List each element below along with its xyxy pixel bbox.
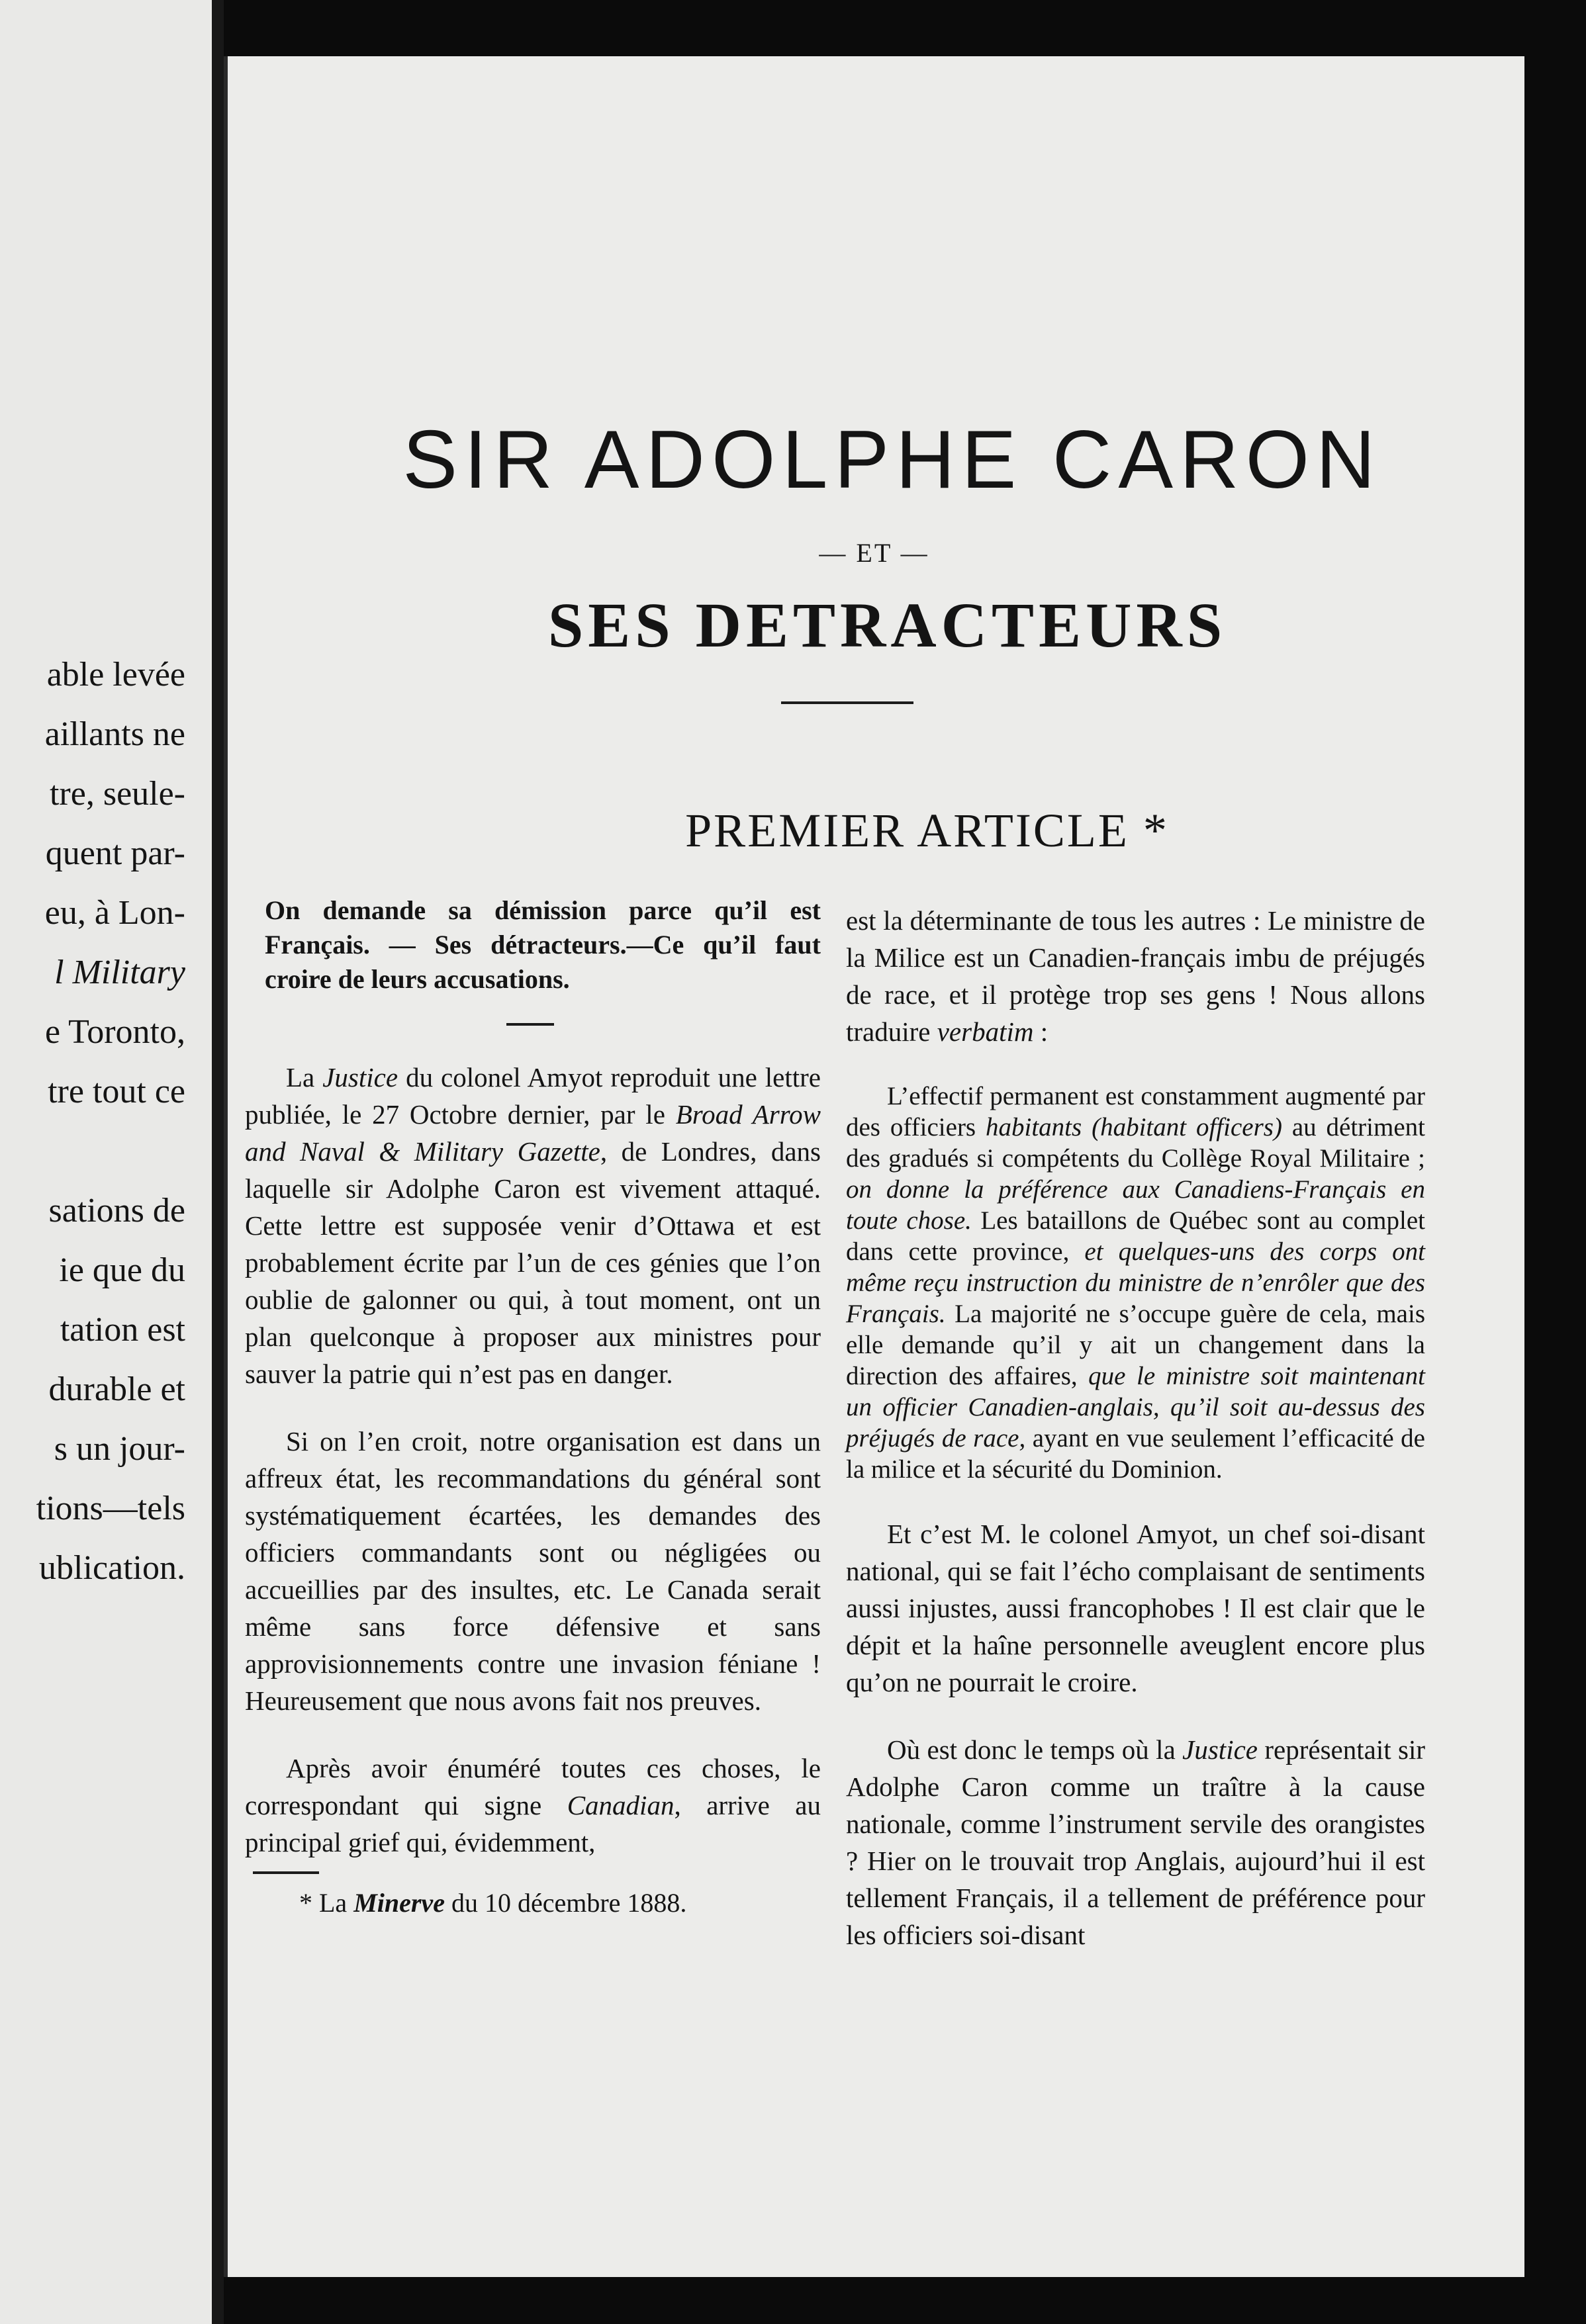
footnote: * La Minerve du 10 décembre 1888. [299,1888,687,1918]
left-page-line: aillants ne [44,715,185,753]
left-page-line: tre tout ce [48,1073,185,1110]
left-page-line [0,1122,212,1181]
left-page-line: s un jour- [54,1430,185,1468]
left-page-line: e Toronto, [44,1013,185,1051]
summary-divider [506,1023,554,1026]
left-page-line: l Military [54,954,185,991]
paragraph-2: Si on l’en croit, notre organisation est dans un affreux état, les recommandations du général sont systématiquement écartées, les demandes des officiers commandants sont ou négligées ou accueillies par des insultes, etc. Le Canada serait même sans force défensive et sans approvisionnements contre une invasion féniane ! Heureusement que nous avons fait nos preuves. [245,1426,821,1716]
left-facing-page [0,0,212,2324]
document-subtitle: SES DETRACTEURS [547,590,1227,660]
left-page-line: ie que du [59,1251,185,1289]
left-page-line: eu, à Lon- [44,894,185,932]
document-title: SIR ADOLPHE CARON [402,414,1382,506]
paragraph-1: La Justice du colonel Amyot reproduit une lettre publiée, le 27 Octobre dernier, par le Broad Arrow and Naval & Military Gazette, de Londres, dans laquelle sir Adolphe Caron est vivement attaqué. Cette lettre est supposée venir d’Ottawa et est probablement écrite par l’un de ces génies que l’on oublie de galonner ou qui, à tout moment, ont un plan quelconque à proposer aux ministres pour sauver la patrie qui n’est pas en danger. [245,1062,821,1389]
title-divider [781,701,913,704]
page-left-border [224,56,228,2277]
left-page-line: tions—tels [36,1490,185,1527]
newspaper-name-justice: Justice [322,1062,398,1093]
left-page-line: tre, seule- [49,775,185,813]
right-column [846,902,1425,1984]
article-heading: PREMIER ARTICLE * [685,804,1169,857]
left-page-line: durable et [48,1370,185,1408]
document-page [224,56,1524,2277]
paragraph-6: Où est donc le temps où la Justice représentait sir Adolphe Caron comme un traître à la cause nationale, comme l’instrument servile des orangistes ? Hier on le trouvait trop Anglais, aujourd’hui il est tellement Français, il a tellement de préférence pour les officiers soi-disant [846,1734,1425,1950]
paragraph-3: Après avoir énuméré toutes ces choses, le correspondant qui signe Canadian, arrive au principal grief qui, évidemment, [245,1753,821,1857]
left-page-text-fragments [0,645,212,1598]
footnote-divider [253,1871,319,1874]
article-summary: On demande sa démission parce qu’il est Français. — Ses détracteurs.—Ce qu’il faut croire de leurs accusations. [265,895,821,994]
left-page-line: ublication. [39,1549,185,1587]
title-conjunction: — ET — [819,538,929,568]
left-page-line: able levée [46,656,185,693]
paragraph-4: est la déterminante de tous les autres : Le ministre de la Milice est un Canadien-français imbu de préjugés de race, et il protège trop ses gens ! Nous allons traduire verbatim : [846,905,1425,1047]
paragraph-5: Et c’est M. le colonel Amyot, un chef soi-disant national, qui se fait l’écho complaisant de sentiments aussi injustes, aussi francophobes ! Il est clair que le dépit et la haîne personnelle aveuglent encore plus qu’on ne pourrait le croire. [846,1519,1425,1697]
left-page-line: sations de [48,1192,185,1229]
left-page-line: quent par- [45,834,185,872]
pseudonym-canadian: Canadian [567,1790,675,1820]
left-page-line: tation est [60,1311,185,1349]
left-column [245,893,821,1920]
translated-quotation: L’effectif permanent est constamment augmenté par des officiers habitants (habitant officers) au détriment des gradués si compétents du Collège Royal Militaire ; on donne la préférence aux Canadiens-Français en toute chose. Les bataillons de Québec sont au complet dans cette province, et quelques-uns des corps ont même reçu instruction du ministre de n’enrôler que des Français. La majorité ne s’occupe guère de cela, mais elle demande qu’il y ait un changement dans la direction des affaires, que le ministre soit maintenant un officier Canadien-anglais, qu’il soit au-dessus des préjugés de race, ayant en vue seulement l’efficacité de la milice et la sécurité du Dominion. [846,1082,1426,1484]
page-gutter [212,0,224,2324]
newspaper-name-broad-arrow: Broad Arrow and Naval & Military Gazette [245,1099,821,1167]
